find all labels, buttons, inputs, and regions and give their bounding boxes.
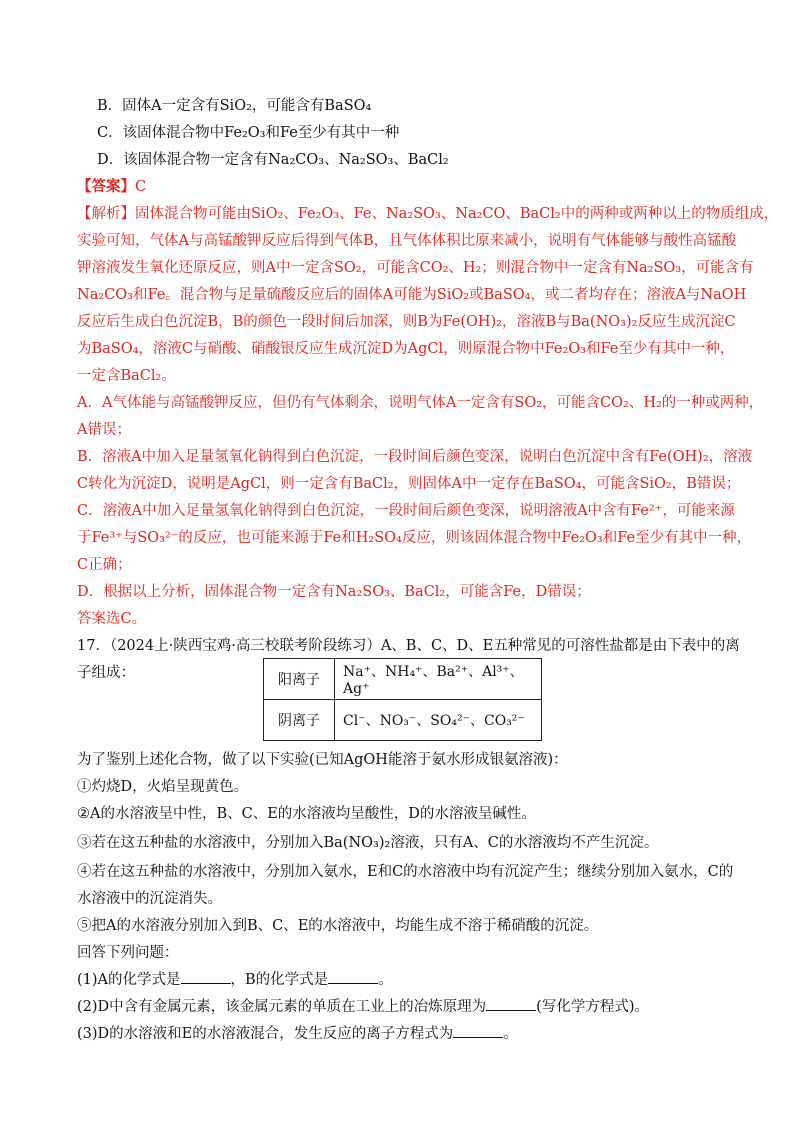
ion-table (263, 658, 542, 741)
answer-label: 【答案】 (77, 178, 135, 195)
option-b: B．固体A一定含有SiO₂，可能含有BaSO₄ (97, 98, 372, 114)
option-c: C．该固体混合物中Fe₂O₃和Fe至少有其中一种 (97, 125, 400, 141)
answer-value: C (135, 179, 147, 195)
analysis-line: 一定含BaCl₂。 (77, 368, 176, 384)
analysis-line: 【解析】固体混合物可能由SiO₂、Fe₂O₃、Fe、Na₂SO₃、Na₂CO、BaCl₂中的两种或两种以上的物质组成， (77, 206, 779, 222)
experiment-step: ②A的水溶液呈中性，B、C、E的水溶液均呈酸性，D的水溶液呈碱性。 (77, 806, 536, 822)
q1-text: (1)A的化学式是 (77, 972, 181, 988)
analysis-line: 钾溶液发生氧化还原反应，则A中一定含SO₂，可能含CO₂、H₂；则混合物中一定含有Na₂SO₃，可能含有 (77, 260, 754, 276)
question-stem: 17．（2024上·陕西宝鸡·高三校联考阶段练习）A、B、C、D、E五种常见的可溶性盐都是由下表中的离 (77, 638, 740, 654)
analysis-line: A．A气体能与高锰酸钾反应，但仍有气体剩余，说明气体A一定含有SO₂，可能含CO₂、H₂的一种或两种， (77, 395, 764, 411)
answer-blank[interactable] (181, 971, 231, 984)
table-row (264, 700, 542, 741)
q1-text: 。 (378, 972, 393, 988)
analysis-line: C正确； (77, 557, 132, 573)
experiment-step: ⑤把A的水溶液分别加入到B、C、E的水溶液中，均能生成不溶于稀硝酸的沉淀。 (77, 918, 599, 934)
q2-text: (写化学方程式)。 (536, 999, 649, 1015)
analysis-line: D．根据以上分析，固体混合物一定含有Na₂SO₃、BaCl₂，可能含Fe，D错误； (77, 584, 591, 600)
anion-header: 阴离子 (264, 700, 335, 741)
q3-text: 。 (503, 1026, 518, 1042)
q1-text: ，B的化学式是 (230, 972, 329, 988)
q2-text: (2)D中含有金属元素，该金属元素的单质在工业上的冶炼原理为 (77, 999, 487, 1015)
analysis-line: B．溶液A中加入足量氢氧化钠得到白色沉淀，一段时间后颜色变深，说明白色沉淀中含有Fe(OH)₂，溶液 (77, 449, 753, 465)
analysis-line: A错误； (77, 422, 131, 438)
analysis-line: 实验可知，气体A与高锰酸钾反应后得到气体B，且气体体积比原来减小，说明有气体能够与酸性高锰酸 (77, 233, 737, 249)
experiment-step: ④若在这五种盐的水溶液中，分别加入氨水，E和C的水溶液中均有沉淀产生；继续分别加入氨水，C的 (77, 864, 734, 880)
answer-prompt: 回答下列问题： (77, 945, 179, 961)
analysis-line: Na₂CO₃和Fe。混合物与足量硫酸反应后的固体A可能为SiO₂或BaSO₄，或二者均存在；溶液A与NaOH (77, 287, 747, 303)
experiment-intro: 为了鉴别上述化合物，做了以下实验(已知AgOH能溶于氨水形成银氨溶液)： (77, 752, 568, 768)
option-d: D．该固体混合物一定含有Na₂CO₃、Na₂SO₃、BaCl₂ (97, 152, 449, 168)
answer-blank[interactable] (486, 998, 536, 1011)
table-row (264, 659, 542, 700)
cation-header: 阳离子 (264, 659, 335, 700)
analysis-line: C转化为沉淀D，说明是AgCl，则一定含有BaCl₂，则固体A中一定存在BaSO₄，可能含SiO₂，B错误； (77, 476, 741, 492)
experiment-step: ①灼烧D，火焰呈现黄色。 (77, 779, 249, 795)
analysis-line: C．溶液A中加入足量氢氧化钠得到白色沉淀，一段时间后颜色变深，说明溶液A中含有Fe²⁺，可能来源 (77, 503, 735, 519)
q3-text: (3)D的水溶液和E的水溶液混合，发生反应的离子方程式为 (77, 1026, 454, 1042)
answer-blank[interactable] (453, 1025, 503, 1038)
answer-blank[interactable] (328, 971, 378, 984)
question-stem: 子组成： (77, 665, 135, 681)
analysis-line: 于Fe³⁺与SO₃²⁻的反应，也可能来源于Fe和H₂SO₄反应，则该固体混合物中Fe₂O₃和Fe至少有其中一种， (77, 530, 752, 546)
answer-line (77, 177, 730, 197)
sub-question-3 (77, 1024, 730, 1044)
analysis-line: 答案选C。 (77, 611, 147, 627)
sub-question-2 (77, 997, 730, 1017)
cation-values: Na⁺、NH₄⁺、Ba²⁺、Al³⁺、Ag⁺ (335, 659, 542, 700)
experiment-step: ③若在这五种盐的水溶液中，分别加入Ba(NO₃)₂溶液，只有A、C的水溶液均不产生沉淀。 (77, 835, 659, 851)
analysis-line: 为BaSO₄，溶液C与硝酸、硝酸银反应生成沉淀D为AgCl，则原混合物中Fe₂O₃和Fe至少有其中一种， (77, 341, 735, 357)
analysis-line: 反应后生成白色沉淀B，B的颜色一段时间后加深，则B为Fe(OH)₂，溶液B与Ba(NO₃)₂反应生成沉淀C (77, 314, 736, 330)
anion-values: Cl⁻、NO₃⁻、SO₄²⁻、CO₃²⁻ (335, 700, 542, 741)
experiment-step: 水溶液中的沉淀消失。 (77, 891, 222, 907)
sub-question-1 (77, 970, 730, 990)
